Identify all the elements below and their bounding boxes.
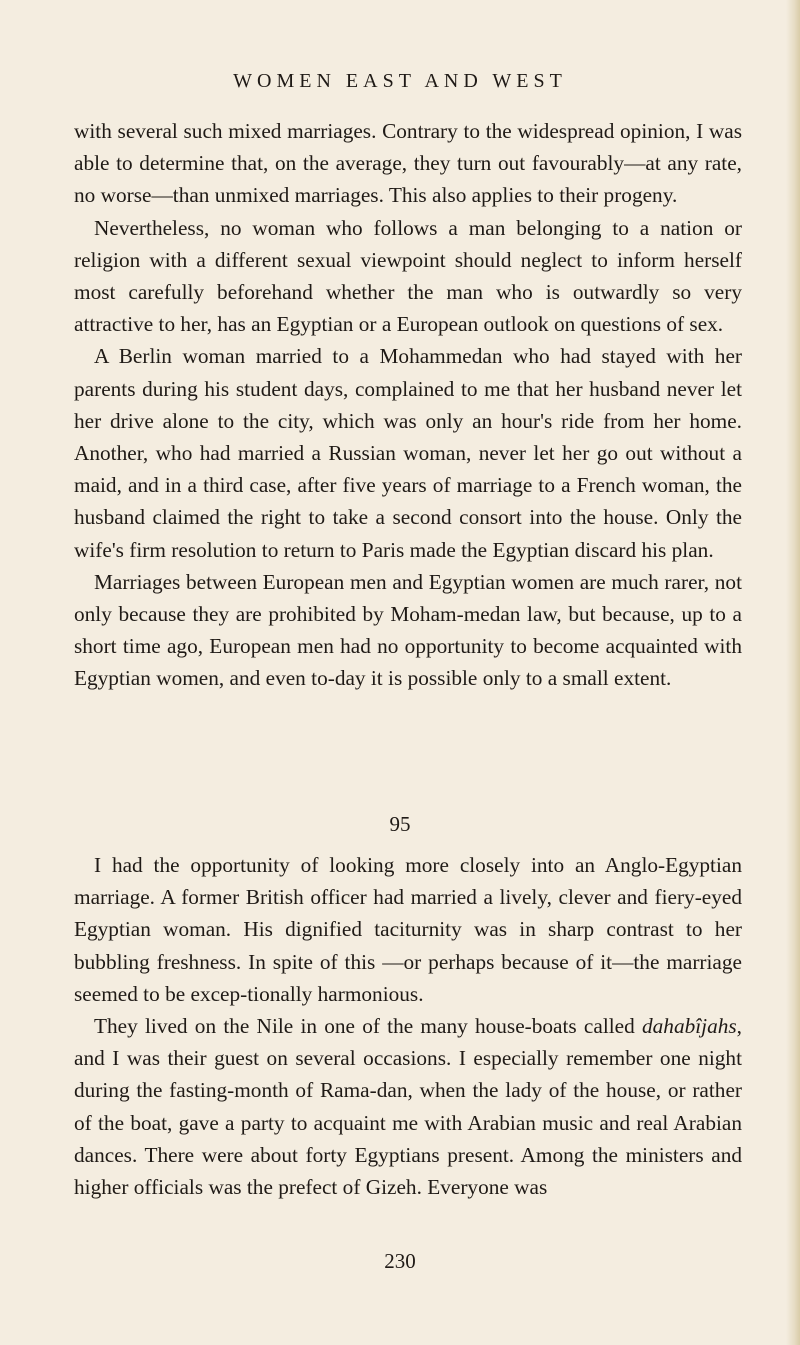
paragraph-text: , and I was their guest on several occasions. I especially remember one night during the fasting-month of Rama-dan, when the lady of the house, or rather of the boat, gave a party to acquaint me with Arabian music and real Arabian dances. There were about forty Egyptians present. Among the ministers and higher officials was the prefect of Gizeh. Everyone was [74,1014,742,1200]
paragraph: Nevertheless, no woman who follows a man belonging to a nation or religion with a different sexual viewpoint should neglect to inform herself most carefully beforehand whether the man who is outwardly so very attractive to her, has an Egyptian or a European outlook on questions of sex. [74,215,742,337]
paragraph: A Berlin woman married to a Mohammedan who had stayed with her parents during his student days, complained to me that her husband never let her drive alone to the city, which was only an hour's ride from her home. Another, who had married a Russian woman, never let her go out without a maid, and in a third case, after five years of marriage to a French woman, the husband claimed the right to take a second consort into the house. Only the wife's firm resolution to return to Paris made the Egyptian discard his plan. [74,344,742,562]
page-edge-shadow [786,0,800,1345]
paragraph-with-italic [74,1010,742,1203]
italic-term: dahabîjahs [642,1014,737,1039]
paragraph-text: They lived on the Nile in one of the many house-boats called [94,1014,635,1039]
text-block-after-section [74,849,742,1203]
paragraph: Marriages between European men and Egyptian women are much rarer, not only because they are prohibited by Moham-medan law, but because, up to a short time ago, European men had no opportunity to become acquainted with Egyptian women, and even to-day it is possible only to a small extent. [74,569,742,691]
running-title: WOMEN EAST AND WEST [233,70,567,92]
paragraph: I had the opportunity of looking more closely into an Anglo-Egyptian marriage. A former British officer had married a lively, clever and fiery-eyed Egyptian woman. His dignified taciturnity was in sharp contrast to her bubbling freshness. In spite of this —or perhaps because of it—the marriage seemed to be excep-tionally harmonious. [74,853,742,1006]
section-number: 95 [389,812,411,836]
text-block-before-section [74,115,742,695]
page-number: 230 [384,1249,416,1273]
paragraph-continued: with several such mixed marriages. Contrary to the widespread opinion, I was able to determine that, on the average, they turn out favourably—at any rate, no worse—than unmixed marriages. This also applies to their progeny. [74,119,742,208]
